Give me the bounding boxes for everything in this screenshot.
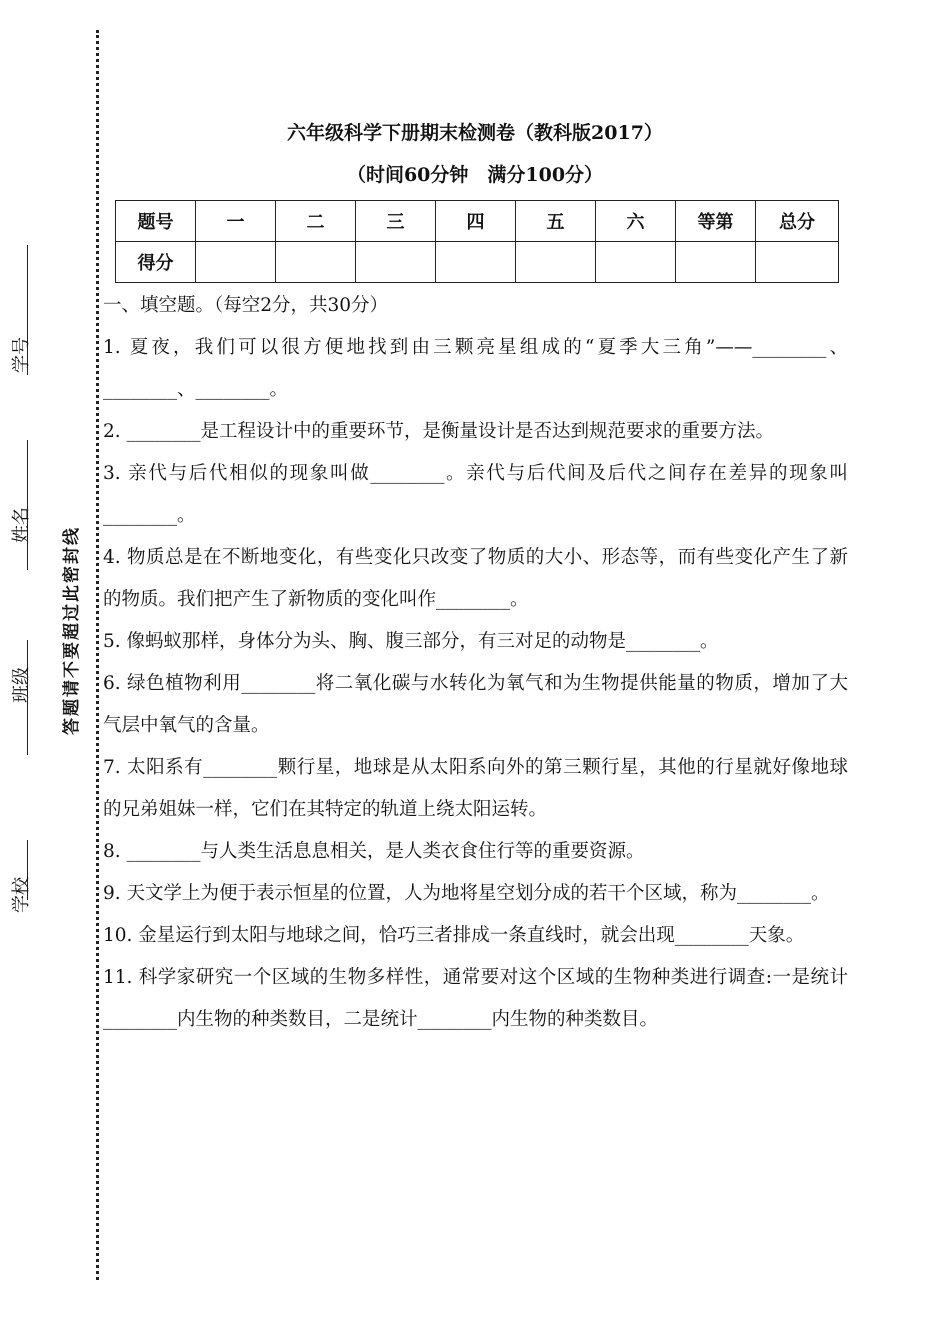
score-table — [115, 200, 839, 283]
score-cell[interactable] — [276, 242, 356, 283]
class-label: 班级 — [11, 667, 32, 703]
score-cell[interactable] — [436, 242, 516, 283]
question-5: 5. 像蚂蚁那样，身体分为头、胸、腹三部分，有三对足的动物是________。 — [103, 631, 719, 652]
score-header-row — [116, 201, 839, 242]
score-cell[interactable] — [356, 242, 436, 283]
question-11: 11. 科学家研究一个区域的生物多样性，通常要对这个区域的生物种类进行调查:一是统计________内生物的种类数目，二是统计________内生物的种类数目。 — [103, 967, 848, 1030]
table-cell: 三 — [356, 201, 436, 242]
table-cell: 六 — [596, 201, 676, 242]
seal-warning-text: 答题请不要超过此密封线 — [61, 525, 82, 735]
question-8: 8. ________与人类生活息息相关，是人类衣食住行等的重要资源。 — [103, 841, 645, 862]
seal-dotted-line — [96, 30, 99, 1280]
student-no-label: 学号 — [11, 337, 32, 373]
score-cell[interactable] — [596, 242, 676, 283]
exam-subtitle: （时间60分钟 满分100分） — [346, 164, 604, 186]
table-cell: 题号 — [116, 201, 196, 242]
question-10: 10. 金星运行到太阳与地球之间，恰巧三者排成一条直线时，就会出现________天象。 — [103, 925, 805, 946]
name-label: 姓名 — [11, 507, 32, 543]
table-cell: 等第 — [676, 201, 756, 242]
score-cell[interactable] — [756, 242, 839, 283]
table-cell: 二 — [276, 201, 356, 242]
score-cell[interactable] — [676, 242, 756, 283]
table-cell: 总分 — [756, 201, 839, 242]
table-cell: 五 — [516, 201, 596, 242]
seal-warning — [44, 480, 94, 780]
table-cell: 四 — [436, 201, 516, 242]
school-label: 学校 — [11, 877, 32, 913]
section-heading: 一、填空题。（每空2分，共30分） — [103, 295, 389, 316]
question-6: 6. 绿色植物利用________将二氧化碳与水转化为氧气和为生物提供能量的物质，增加了大气层中氧气的含量。 — [103, 673, 848, 736]
question-3: 3. 亲代与后代相似的现象叫做________。亲代与后代间及后代之间存在差异的现象叫________。 — [103, 463, 848, 526]
question-2: 2. ________是工程设计中的重要环节，是衡量设计是否达到规范要求的重要方法。 — [103, 421, 775, 442]
section-fill-blank — [103, 285, 848, 1041]
question-7: 7. 太阳系有________颗行星，地球是从太阳系向外的第三颗行星，其他的行星就好像地球的兄弟姐妹一样，它们在其特定的轨道上绕太阳运转。 — [103, 757, 848, 820]
score-cell[interactable] — [196, 242, 276, 283]
table-cell: 得分 — [116, 242, 196, 283]
score-value-row — [116, 242, 839, 283]
question-1: 1. 夏夜，我们可以很方便地找到由三颗亮星组成的“夏季大三角”——________、________、________。 — [103, 337, 848, 400]
score-cell[interactable] — [516, 242, 596, 283]
exam-title: 六年级科学下册期末检测卷（教科版2017） — [287, 122, 663, 144]
question-4: 4. 物质总是在不断地变化，有些变化只改变了物质的大小、形态等，而有些变化产生了新的物质。我们把产生了新物质的变化叫作________。 — [103, 547, 848, 610]
table-cell: 一 — [196, 201, 276, 242]
question-9: 9. 天文学上为便于表示恒星的位置，人为地将星空划分成的若干个区域，称为________。 — [103, 883, 830, 904]
